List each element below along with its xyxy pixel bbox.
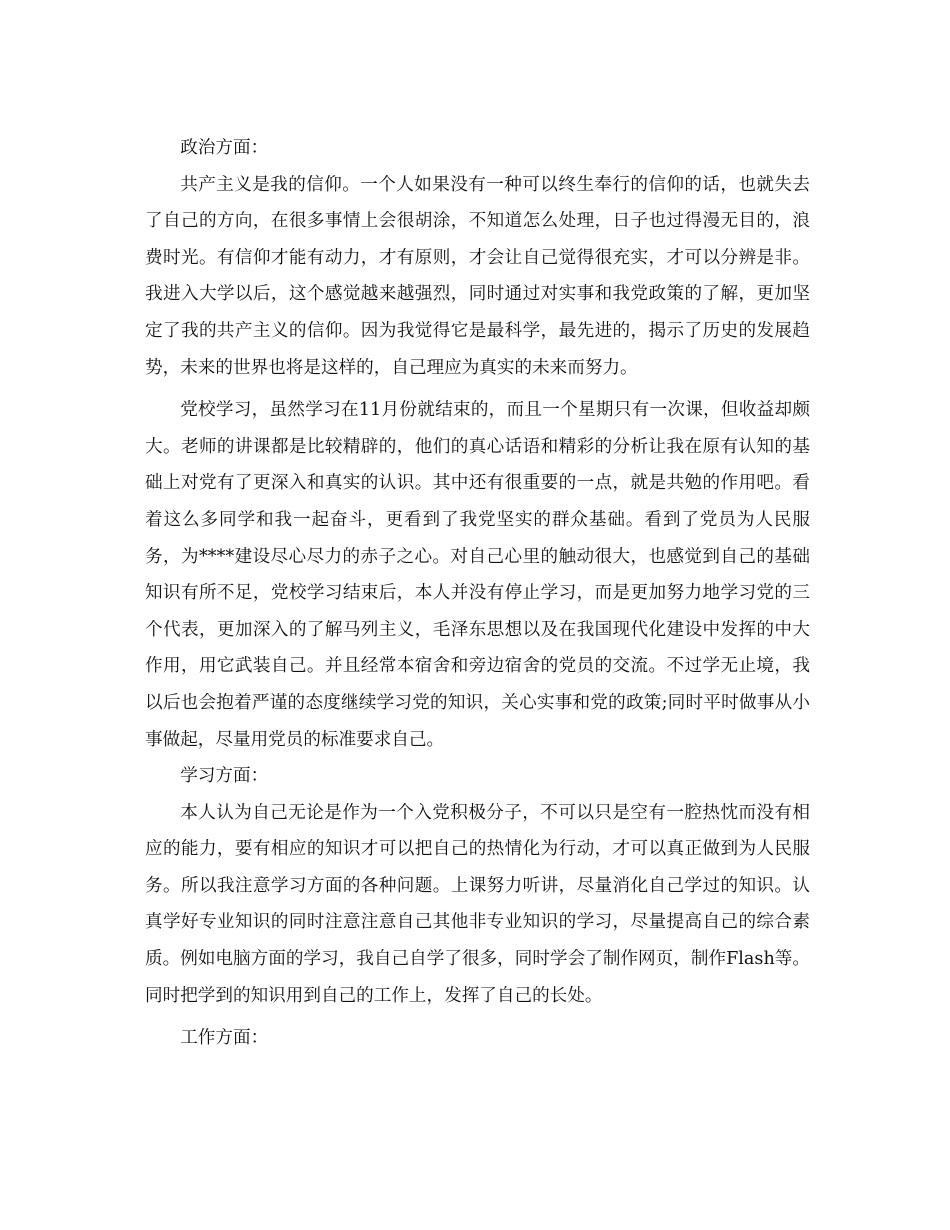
paragraph-study: 本人认为自己无论是作为一个入党积极分子，不可以只是空有一腔热忱而没有相应的能力，要有相应的知识才可以把自己的热情化为行动，才可以真正做到为人民服务。所以我注意学习方面的各种问题。上课努力听讲，尽量消化自己学过的知识。认真学好专业知识的同时注意注意自己其他非专业知识的学习，尽量提高自己的综合素质。例如电脑方面的学习，我自己自学了很多，同时学会了制作网页，制作Flash等。同时把学到的知识用到自己的工作上，发挥了自己的长处。 [145,802,810,1006]
document-body [145,130,810,1057]
paragraph-communism-belief: 共产主义是我的信仰。一个人如果没有一种可以终生奉行的信仰的话，也就失去了自己的方向，在很多事情上会很胡涂，不知道怎么处理，日子也过得漫无目的，浪费时光。有信仰才能有动力，才有原则，才会让自己觉得很充实，才可以分辨是非。我进入大学以后，这个感觉越来越强烈，同时通过对实事和我党政策的了解，更加坚定了我的共产主义的信仰。因为我觉得它是最科学，最先进的，揭示了历史的发展趋势，未来的世界也将是这样的，自己理应为真实的未来而努力。 [145,174,810,378]
section-heading-work: 工作方面： [180,1028,269,1049]
paragraph-party-school: 党校学习，虽然学习在11月份就结束的，而且一个星期只有一次课，但收益却颇大。老师的讲课都是比较精辟的，他们的真心话语和精彩的分析让我在原有认知的基础上对党有了更深入和真实的认识。其中还有很重要的一点，就是共勉的作用吧。看着这么多同学和我一起奋斗，更看到了我党坚实的群众基础。看到了党员为人民服务，为****建设尽心尽力的赤子之心。对自己心里的触动很大，也感觉到自己的基础知识有所不足，党校学习结束后，本人并没有停止学习，而是更加努力地学习党的三个代表，更加深入的了解马列主义，毛泽东思想以及在我国现代化建设中发挥的中大作用，用它武装自己。并且经常本宿舍和旁边宿舍的党员的交流。不过学无止境，我以后也会抱着严谨的态度继续学习党的知识，关心实事和党的政策;同时平时做事从小事做起，尽量用党员的标准要求自己。 [145,400,810,750]
section-heading-study: 学习方面： [180,766,269,787]
section-heading-politics: 政治方面： [180,138,269,158]
